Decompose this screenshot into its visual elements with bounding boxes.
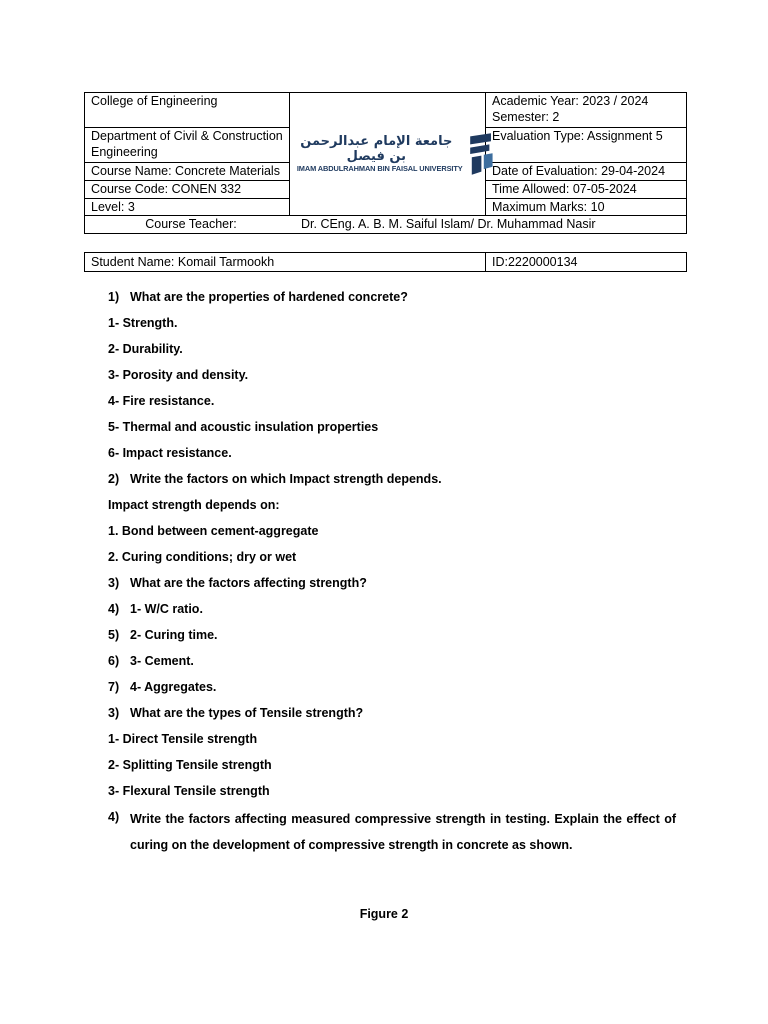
answer-line: 6- Impact resistance. bbox=[108, 446, 232, 460]
student-info-table bbox=[84, 252, 687, 272]
question-text: Write the factors on which Impact strength depends. bbox=[130, 472, 442, 486]
logo-arabic-text: جامعة الإمام عبدالرحمن بن فيصل bbox=[300, 134, 453, 164]
answer-text: 4- Aggregates. bbox=[130, 680, 217, 694]
question-number: 3) bbox=[108, 706, 120, 720]
figure-caption: Figure 2 bbox=[359, 907, 409, 921]
answer-line: 2- Splitting Tensile strength bbox=[108, 758, 272, 772]
list-number: 5) bbox=[108, 628, 120, 642]
list-number: 4) bbox=[108, 602, 120, 616]
student-name-cell: Student Name: Komail Tarmookh bbox=[85, 253, 486, 272]
answer-line: 2. Curing conditions; dry or wet bbox=[108, 550, 297, 564]
course-code-cell: Course Code: CONEN 332 bbox=[85, 181, 290, 199]
question-number: 2) bbox=[108, 472, 120, 486]
question-1 bbox=[108, 286, 676, 312]
answer-text: 1- W/C ratio. bbox=[130, 602, 203, 616]
time-allowed-cell: Time Allowed: 07-05-2024 bbox=[486, 181, 687, 199]
answer-line: 5- Thermal and acoustic insulation properties bbox=[108, 420, 379, 434]
college-cell: College of Engineering bbox=[85, 93, 290, 128]
answer-line: 3- Porosity and density. bbox=[108, 368, 249, 382]
student-id-cell: ID:2220000134 bbox=[486, 253, 687, 272]
question-text: What are the properties of hardened concrete? bbox=[130, 290, 408, 304]
logo-english-text: IMAM ABDULRAHMAN BIN FAISAL UNIVERSITY bbox=[296, 164, 463, 173]
answer-numbered-line bbox=[108, 624, 676, 650]
answer-numbered-line bbox=[108, 598, 676, 624]
university-logo-cell bbox=[290, 93, 486, 216]
question-number: 4) bbox=[108, 810, 120, 824]
academic-year-cell bbox=[486, 93, 687, 128]
maximum-marks-cell: Maximum Marks: 10 bbox=[486, 199, 687, 216]
question-5 bbox=[108, 806, 676, 858]
date-of-evaluation-cell: Date of Evaluation: 29-04-2024 bbox=[486, 163, 687, 181]
answer-text: 3- Cement. bbox=[130, 654, 194, 668]
academic-year: Academic Year: 2023 / 2024 bbox=[492, 94, 649, 108]
question-3 bbox=[108, 572, 676, 598]
question-number: 3) bbox=[108, 576, 120, 590]
list-number: 7) bbox=[108, 680, 120, 694]
question-text: Write the factors affecting measured compressive strength in testing. Explain the effect of curing on the development of compressive strength in concrete as shown. bbox=[130, 812, 676, 852]
question-4 bbox=[108, 702, 676, 728]
answer-numbered-line bbox=[108, 676, 676, 702]
answer-line: 3- Flexural Tensile strength bbox=[108, 784, 270, 798]
university-logo bbox=[290, 128, 494, 180]
answer-line: 1. Bond between cement-aggregate bbox=[108, 524, 319, 538]
question-text: What are the factors affecting strength? bbox=[130, 576, 367, 590]
evaluation-type-cell: Evaluation Type: Assignment 5 bbox=[486, 128, 687, 163]
answer-line: 2- Durability. bbox=[108, 342, 183, 356]
answer-text: 2- Curing time. bbox=[130, 628, 218, 642]
list-number: 6) bbox=[108, 654, 120, 668]
course-teacher-label: Course Teacher: bbox=[145, 217, 237, 231]
level-cell: Level: 3 bbox=[85, 199, 290, 216]
course-header-table bbox=[84, 92, 687, 234]
question-number: 1) bbox=[108, 290, 120, 304]
answer-line: Impact strength depends on: bbox=[108, 498, 280, 512]
course-teacher-names: Dr. CEng. A. B. M. Saiful Islam/ Dr. Muhammad Nasir bbox=[301, 217, 596, 231]
assignment-content bbox=[108, 286, 676, 858]
department-cell: Department of Civil & Construction Engineering bbox=[85, 128, 290, 163]
answer-line: 1- Strength. bbox=[108, 316, 178, 330]
answer-line: 4- Fire resistance. bbox=[108, 394, 215, 408]
question-text: What are the types of Tensile strength? bbox=[130, 706, 364, 720]
question-2 bbox=[108, 468, 676, 494]
answer-numbered-line bbox=[108, 650, 676, 676]
answer-line: 1- Direct Tensile strength bbox=[108, 732, 258, 746]
semester: Semester: 2 bbox=[492, 110, 560, 124]
course-name-cell: Course Name: Concrete Materials bbox=[85, 163, 290, 181]
course-teacher-cell bbox=[85, 216, 687, 234]
university-emblem-icon bbox=[467, 128, 494, 180]
